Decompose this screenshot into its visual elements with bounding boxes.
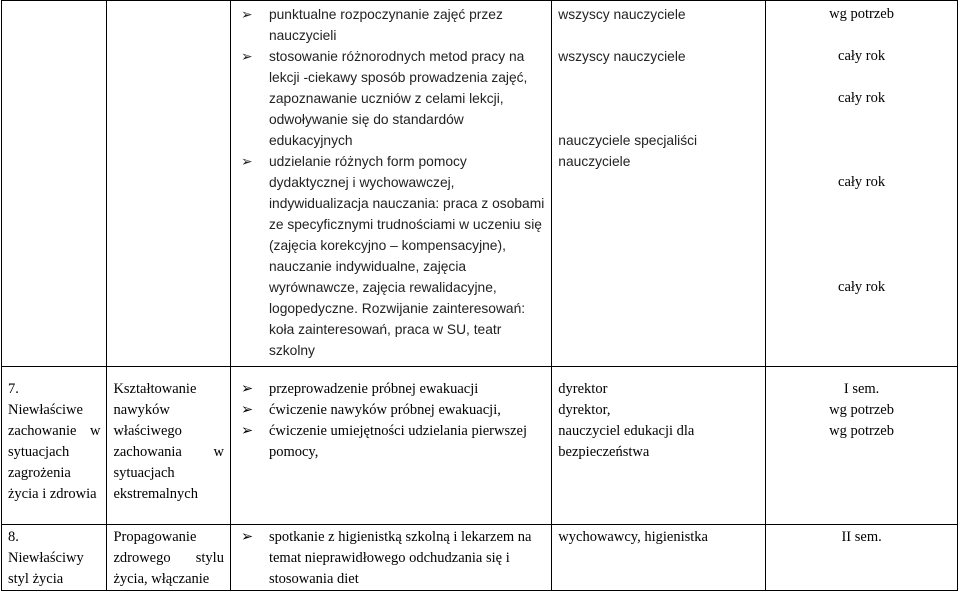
tasks-cell — [230, 525, 551, 591]
task-list — [237, 4, 545, 361]
problem-area: Niewłaściwy styl życia — [8, 550, 84, 587]
goal-cell — [107, 525, 231, 591]
task-list — [237, 527, 545, 590]
date-entry: wg potrzeb — [829, 402, 894, 418]
date-entry: wg potrzeb — [829, 423, 894, 439]
problem-area: Niewłaściwe zachowanie w sytuacjach zagrożenia życia i zdrowia — [8, 402, 101, 502]
date-entry: II sem. — [841, 529, 882, 545]
arrow-bullet-icon: ➢ — [240, 7, 253, 22]
number-cell — [2, 367, 107, 525]
responsible-entry: wychowawcy, higienistka — [558, 529, 708, 545]
row-number: 8. — [8, 529, 19, 545]
responsible-cell — [552, 1, 766, 367]
arrow-bullet-icon: ➢ — [240, 49, 253, 64]
goal-cell — [107, 1, 231, 367]
arrow-bullet-icon: ➢ — [240, 154, 253, 169]
responsible-cell — [552, 525, 766, 591]
table-row — [2, 1, 958, 367]
date-entry: wg potrzeb — [829, 6, 894, 22]
list-item: ➢ ćwiczenie nawyków próbnej ewakuacji, — [237, 400, 545, 421]
arrow-bullet-icon: ➢ — [240, 529, 254, 545]
number-cell — [2, 1, 107, 367]
responsible-entry: nauczyciele specjaliści — [558, 133, 698, 148]
responsible-entry: nauczyciel edukacji dla bezpieczeństwa — [558, 423, 695, 460]
plan-table — [1, 0, 958, 591]
dates-cell — [766, 1, 958, 367]
arrow-bullet-icon: ➢ — [240, 381, 254, 397]
table-row — [2, 525, 958, 591]
list-item: ➢ stosowanie różnorodnych metod pracy na lekcji -ciekawy sposób prowadzenia zajęć, zapoznawanie uczniów z celami lekcji, odwoływanie się do standardów edukacyjnych — [237, 46, 545, 151]
date-entry: cały rok — [838, 90, 886, 106]
date-entry: cały rok — [838, 279, 886, 295]
responsible-list — [558, 4, 759, 172]
responsible-entry: nauczyciele — [558, 154, 631, 169]
date-entry: I sem. — [843, 381, 880, 397]
number-cell — [2, 525, 107, 591]
responsible-entry: dyrektor — [558, 381, 608, 397]
responsible-entry: dyrektor, — [558, 402, 611, 418]
tasks-cell — [230, 367, 551, 525]
table-row — [2, 367, 958, 525]
list-item: ➢ udzielanie różnych form pomocy dydaktycznej i wychowawczej, indywidualizacja nauczania: praca z osobami ze specyficznymi trudnościami w uczeniu się (zajęcia korekcyjno – kompensacyjne), nauczanie indywidualne, zajęcia wyrównawcze, zajęcia rewalidacyjne, logopedyczne. Rozwijanie zainteresowań: koła zainteresowań, praca w SU, teatr szkolny — [237, 151, 545, 361]
goal-cell — [107, 367, 231, 525]
dates-cell — [766, 525, 958, 591]
dates-cell — [766, 367, 958, 525]
list-item: ➢ przeprowadzenie próbnej ewakuacji — [237, 379, 545, 400]
list-item: ➢ ćwiczenie umiejętności udzielania pierwszej pomocy, — [240, 423, 528, 460]
list-item: ➢ punktualne rozpoczynanie zajęć przez nauczycieli — [237, 4, 545, 46]
row-number: 7. — [8, 381, 19, 397]
task-list — [237, 379, 545, 463]
responsible-cell — [552, 367, 766, 525]
responsible-entry: wszyscy nauczyciele — [558, 49, 686, 64]
goal-text: Kształtowanie nawyków właściwego zachowania w sytuacjach ekstremalnych — [113, 381, 224, 502]
list-item: ➢ spotkanie z higienistką szkolną i lekarzem na temat nieprawidłowego odchudzania się i stosowania diet — [240, 529, 532, 587]
date-entry: cały rok — [838, 174, 886, 190]
arrow-bullet-icon: ➢ — [240, 402, 254, 418]
tasks-cell — [230, 1, 551, 367]
arrow-bullet-icon: ➢ — [240, 423, 254, 439]
goal-text: Propagowanie zdrowego stylu życia, włączanie — [113, 529, 224, 587]
date-entry: cały rok — [838, 48, 886, 64]
responsible-entry: wszyscy nauczyciele — [558, 7, 686, 22]
